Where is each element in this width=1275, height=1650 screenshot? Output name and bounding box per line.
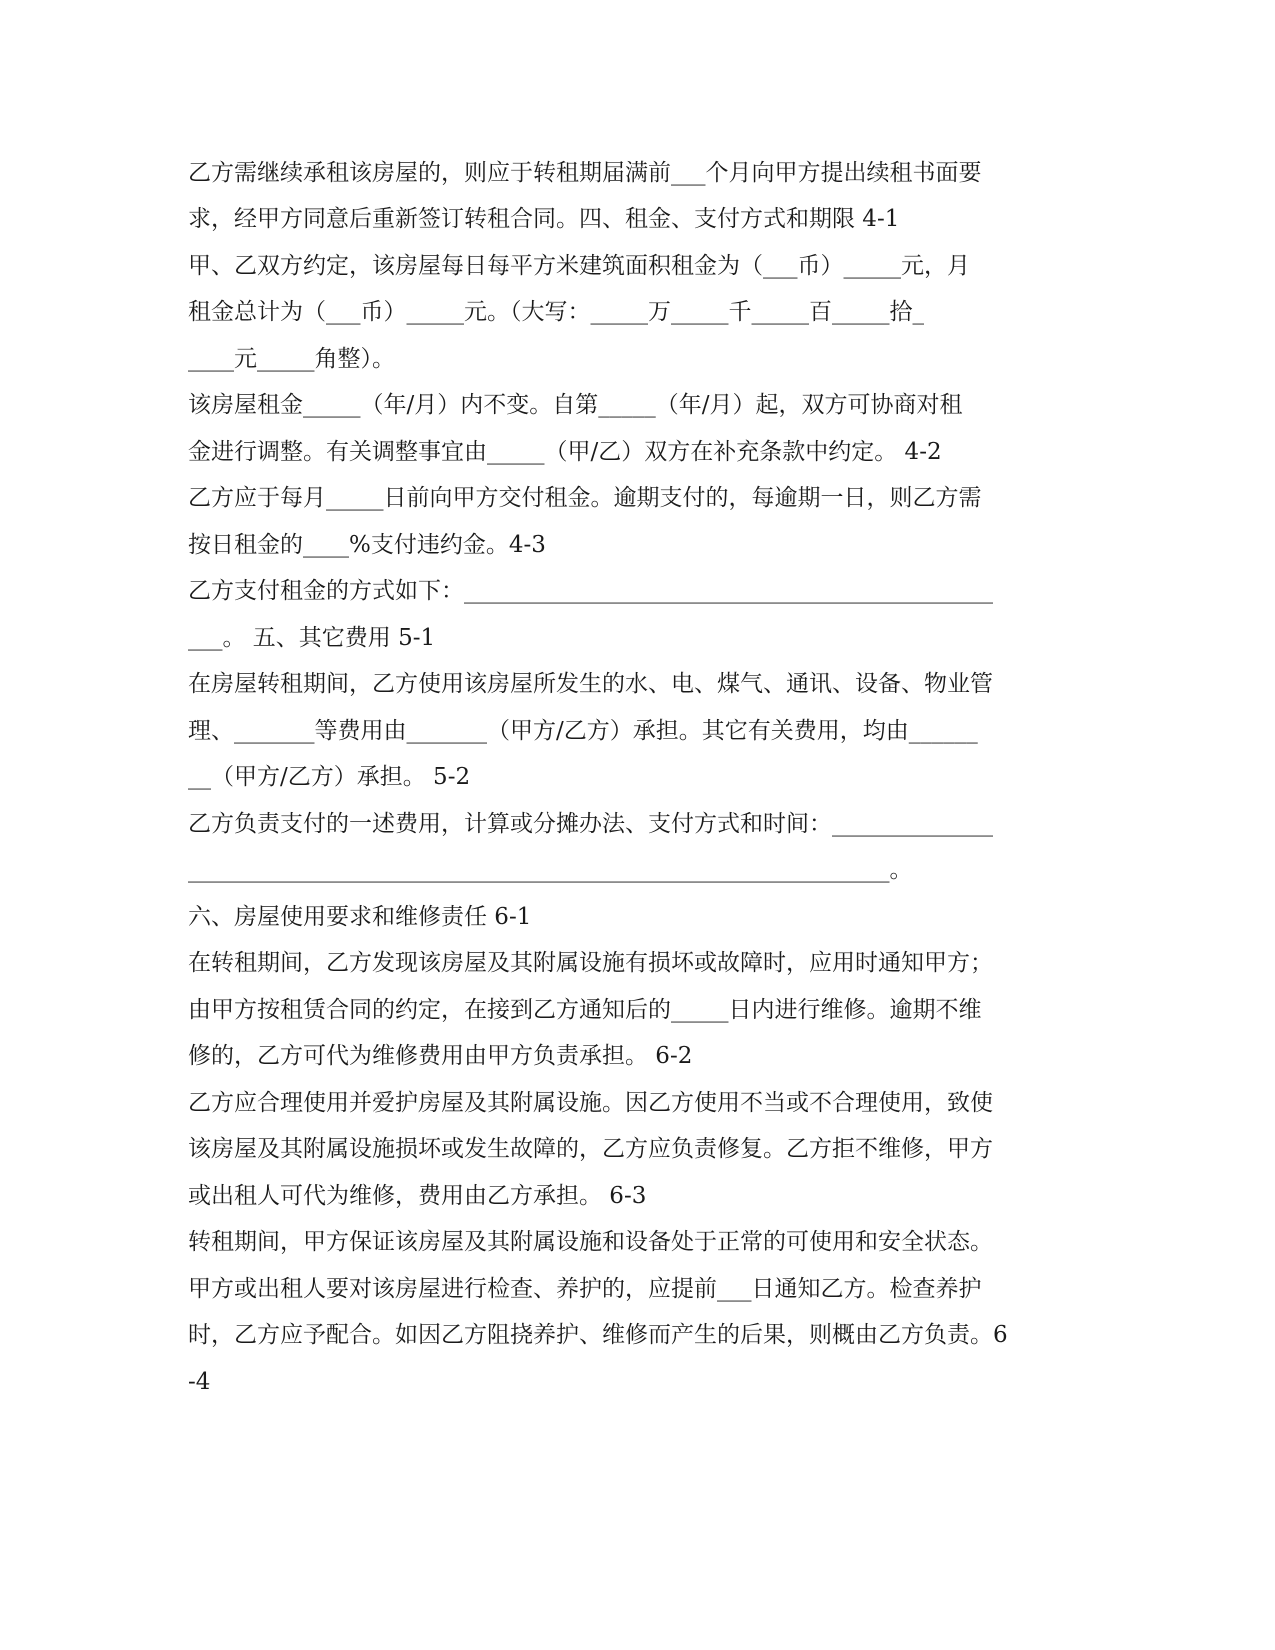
text-line: 该房屋租金_____（年/月）内不变。自第_____（年/月）起，双方可协商对租 [188,392,963,418]
text-line: 修的，乙方可代为维修费用由甲方负责承担。 6-2 [188,1043,693,1069]
text-line: ____元_____角整）。 [188,346,395,372]
text-line: 甲方或出租人要对该房屋进行检查、养护的，应提前___日通知乙方。检查养护 [188,1276,982,1302]
text-line: 乙方需继续承租该房屋的，则应于转租期届满前___个月向甲方提出续租书面要 [188,160,982,186]
text-line: 或出租人可代为维修，费用由乙方承担。 6-3 [188,1183,647,1209]
text-line: 由甲方按租赁合同的约定，在接到乙方通知后的_____日内进行维修。逾期不维 [188,997,982,1023]
text-line: 甲、乙双方约定，该房屋每日每平方米建筑面积租金为（___币）_____元，月 [188,253,970,279]
text-line: -4 [188,1369,211,1395]
text-line: 求，经甲方同意后重新签订转租合同。四、租金、支付方式和期限 4-1 [188,206,900,232]
text-line: 乙方负责支付的一述费用，计算或分摊办法、支付方式和时间：______________ [188,811,993,837]
section-heading: 六、房屋使用要求和维修责任 6-1 [188,904,532,930]
text-line: 该房屋及其附属设施损坏或发生故障的，乙方应负责修复。乙方拒不维修，甲方 [188,1136,993,1162]
text-line: 乙方应于每月_____日前向甲方交付租金。逾期支付的，每逾期一日，则乙方需 [188,485,982,511]
text-line: 在转租期间，乙方发现该房屋及其附属设施有损坏或故障时，应用时通知甲方； [188,950,993,976]
text-line: 理、_______等费用由_______（甲方/乙方）承担。其它有关费用，均由______ [188,718,978,744]
text-line: 乙方支付租金的方式如下：______________________________________________ [188,578,993,604]
text-line: ___。 五、其它费用 5-1 [188,625,436,651]
text-line: 金进行调整。有关调整事宜由_____（甲/乙）双方在补充条款中约定。 4-2 [188,439,942,465]
text-line: 在房屋转租期间，乙方使用该房屋所发生的水、电、煤气、通讯、设备、物业管 [188,671,993,697]
text-line: _____________________________________________________________。 [188,857,913,883]
text-line: 按日租金的____%支付违约金。4-3 [188,532,546,558]
text-line: 租金总计为（___币）_____元。（大写：_____万_____千_____百_____拾_ [188,299,924,325]
text-line: 时，乙方应予配合。如因乙方阻挠养护、维修而产生的后果，则概由乙方负责。6 [188,1322,1008,1348]
text-line: 乙方应合理使用并爱护房屋及其附属设施。因乙方使用不当或不合理使用，致使 [188,1090,993,1116]
text-line: 转租期间，甲方保证该房屋及其附属设施和设备处于正常的可使用和安全状态。 [188,1229,993,1255]
text-line: __（甲方/乙方）承担。 5-2 [188,764,471,790]
